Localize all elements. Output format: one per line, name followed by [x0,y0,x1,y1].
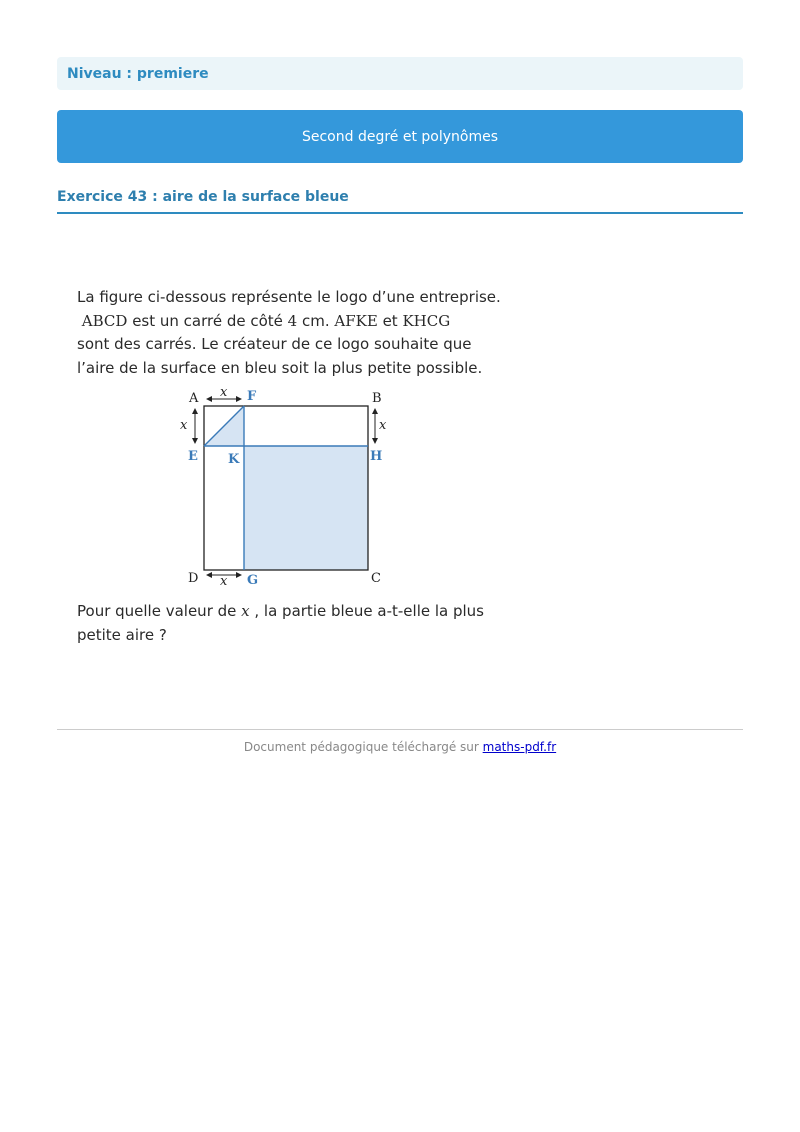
footer [57,740,743,754]
point-k: K [228,452,240,467]
blue-square [244,446,368,570]
point-e: E [188,449,198,464]
chapter-title: Second degré et polynômes [301,128,499,145]
level-label: Niveau : premiere [67,65,209,82]
point-g: G [247,573,259,588]
footer-link[interactable]: maths-pdf.fr [482,740,557,754]
statement-line-4: l’aire de la surface en bleu soit la plus petite possible. [77,359,483,378]
exercise-title: Exercice 43 : aire de la surface bleue [57,189,349,205]
exercise-statement [77,286,517,381]
level-banner [57,57,743,90]
point-c: C [371,571,381,586]
point-f: F [247,389,257,404]
point-b: B [372,391,382,406]
exercise-question [77,600,517,647]
statement-line-1: La figure ci-dessous représente le logo d’une entreprise. [77,288,501,306]
question-line-2: petite aire ? [77,625,167,644]
exercise-heading [57,186,743,214]
logo-figure [172,384,402,590]
footer-text: Document pédagogique téléchargé sur [243,740,483,754]
footer-divider [57,729,743,730]
point-a: A [189,391,199,406]
x-label-top: x [220,385,228,400]
x-label-right: x [379,418,387,433]
statement-line-2: ABCD est un carré de côté 4 cm. AFKE et KHCG [81,311,451,330]
point-d: D [188,571,199,586]
question-line-1: Pour quelle valeur de x , la partie bleue a-t-elle la plus [77,602,484,620]
x-label-left: x [180,418,188,433]
chapter-banner [57,110,743,163]
statement-line-3: sont des carrés. Le créateur de ce logo souhaite que [77,335,472,354]
point-h: H [370,449,383,464]
x-label-bottom: x [220,574,228,589]
